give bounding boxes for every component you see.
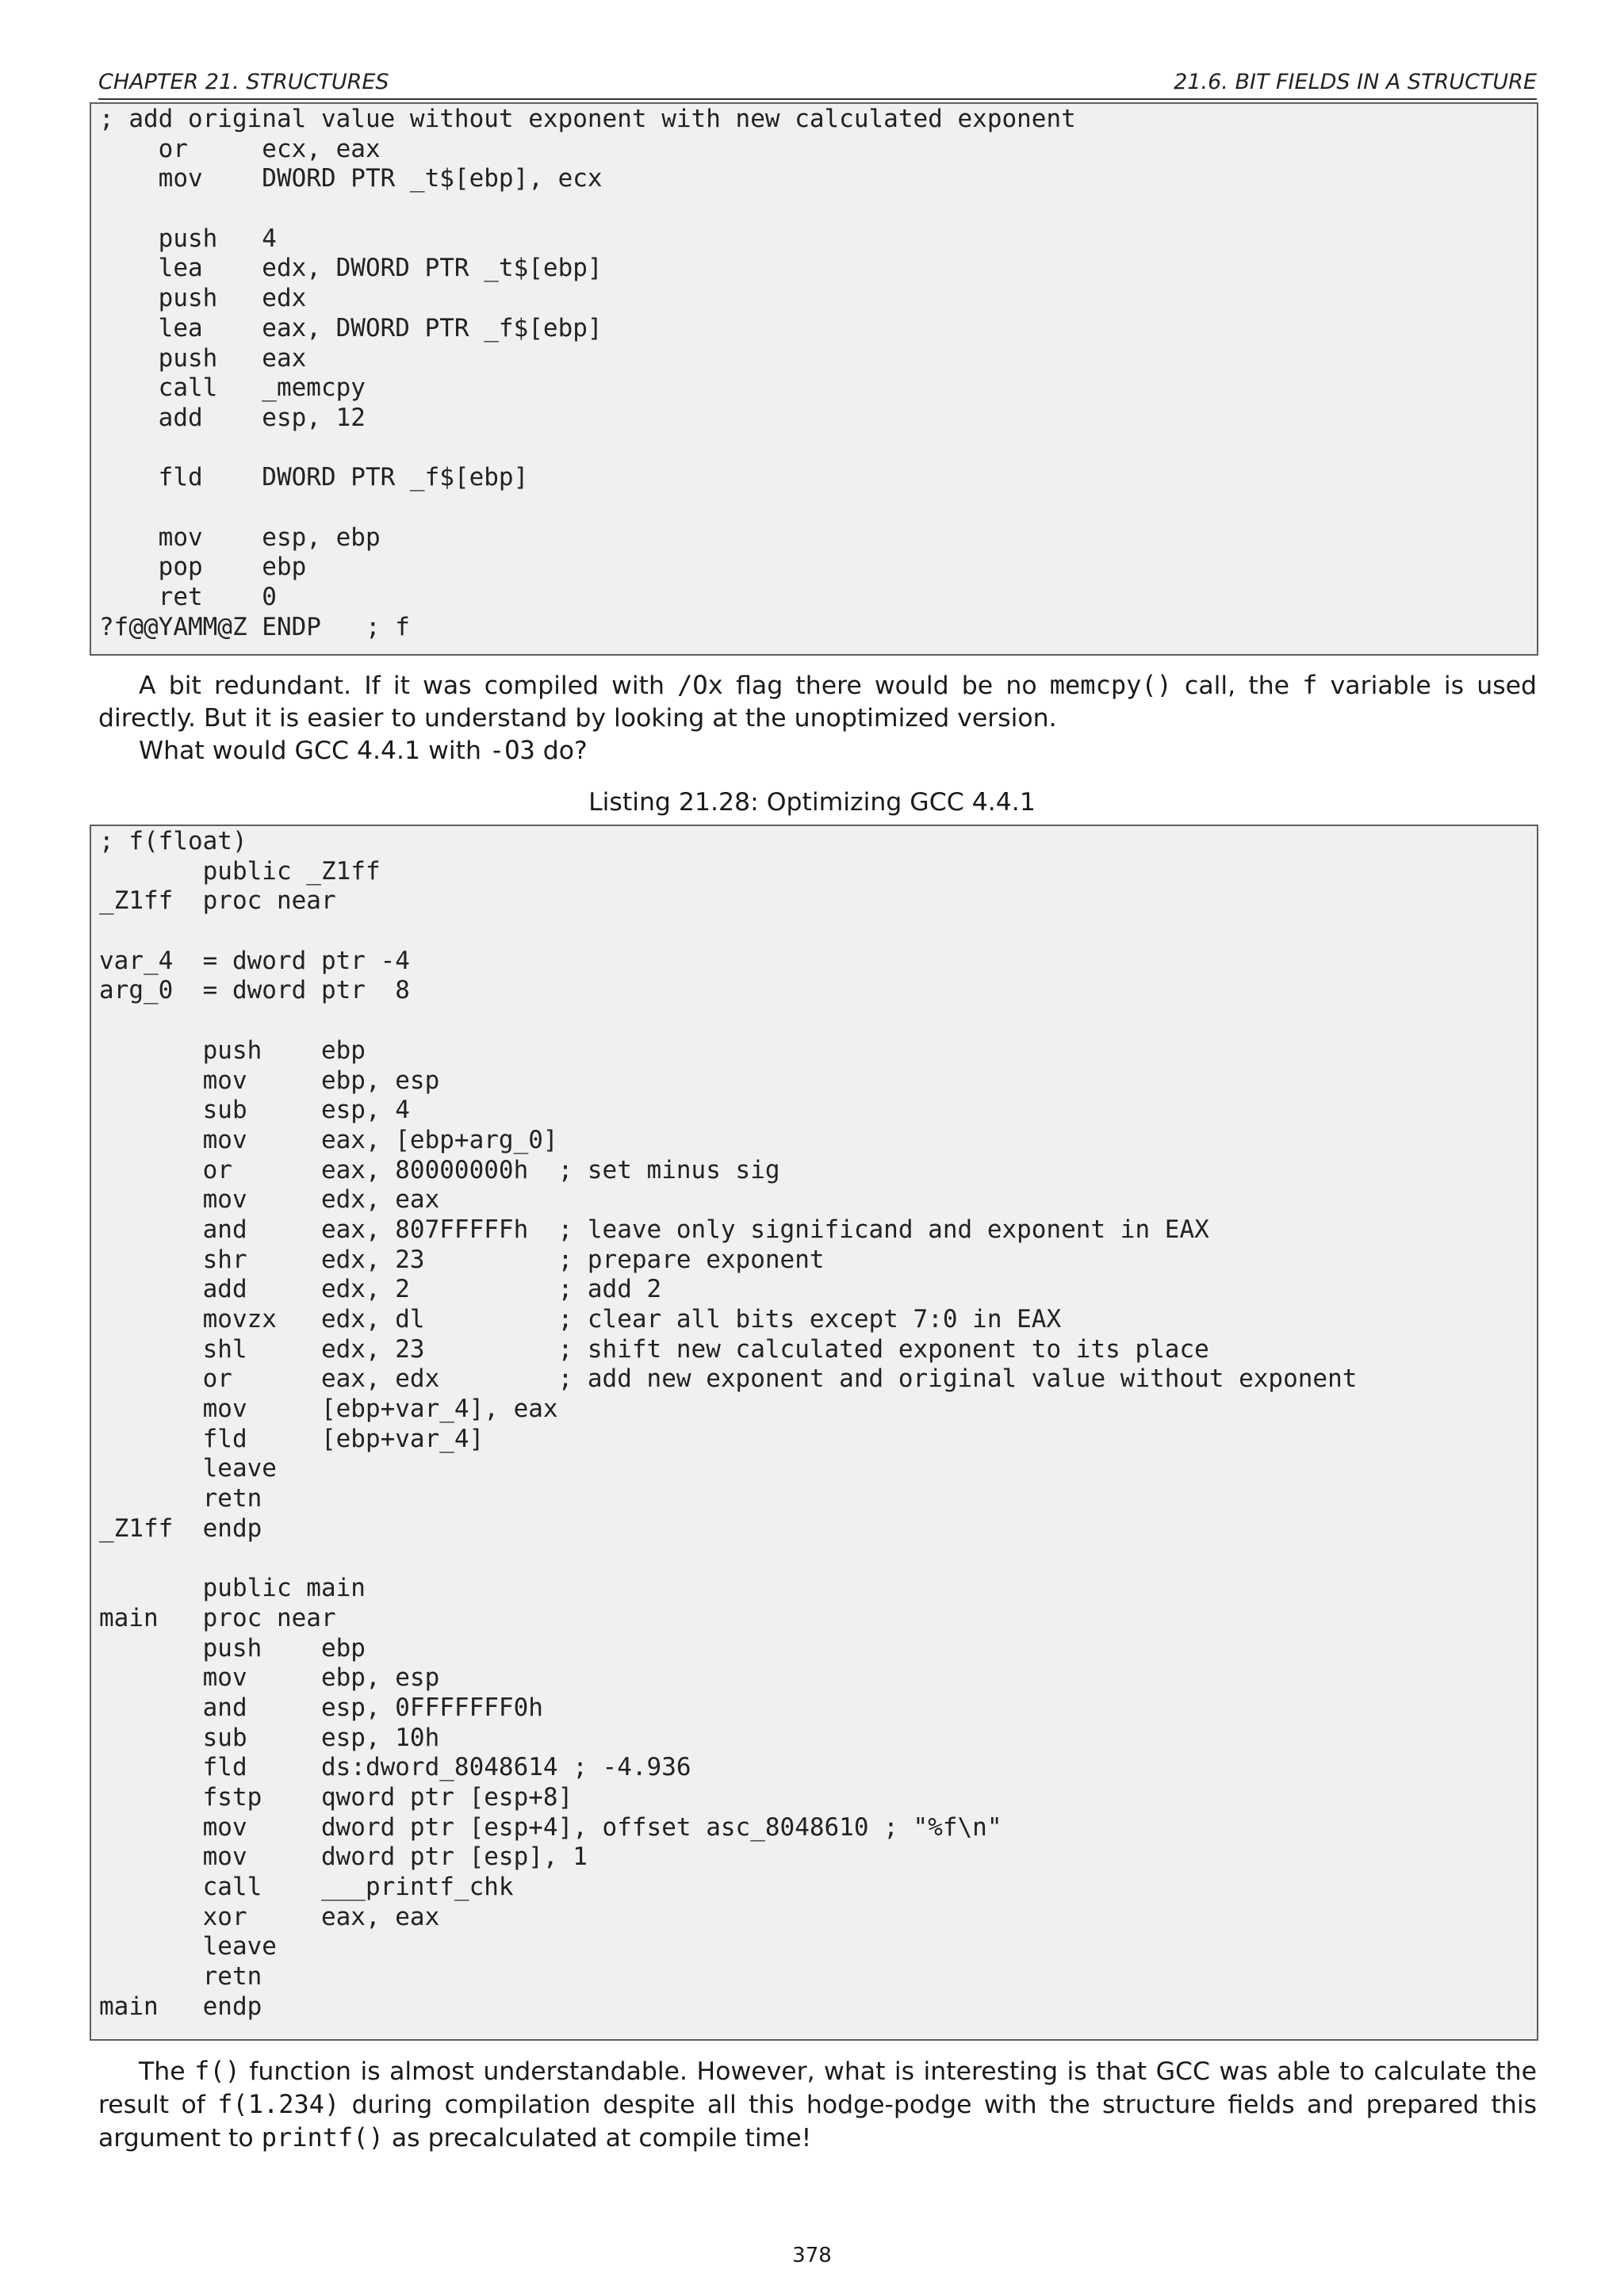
code-line: arg_0 = dword ptr 8: [99, 976, 410, 1005]
code-line: fld [ebp+var_4]: [99, 1424, 485, 1453]
code-line: ; add original value without exponent with new calculated exponent: [99, 105, 1076, 133]
code-line: [99, 194, 1537, 224]
code-line: fstp qword ptr [esp+8]: [99, 1783, 573, 1812]
code-line: ret 0: [99, 583, 277, 611]
code-line: mov esp, ebp: [99, 522, 381, 552]
header-section: 21.6. BIT FIELDS IN A STRUCTURE: [1174, 70, 1537, 94]
code-line: shr edx, 23 ; prepare exponent: [99, 1245, 825, 1274]
page-number: 378: [792, 2244, 832, 2267]
code-line: main endp: [99, 1992, 262, 2021]
code-line: push edx: [99, 284, 307, 313]
code-line: fld ds:dword_8048614 ; -4.936: [99, 1753, 691, 1782]
code-line: push ebp: [99, 1035, 366, 1065]
inline-code-f: f: [1302, 670, 1318, 700]
code-line: [99, 1544, 1537, 1575]
code-line: pop ebp: [99, 553, 307, 582]
code-line: var_4 = dword ptr -4: [99, 946, 410, 975]
code-line: and eax, 807FFFFFh ; leave only significand and exponent in EAX: [99, 1215, 1209, 1244]
code-line: public main: [99, 1574, 366, 1603]
inline-code-ox: /Ox: [677, 670, 723, 700]
code-line: xor eax, eax: [99, 1902, 440, 1931]
code-line: main proc near: [99, 1603, 336, 1632]
code-listing-gcc: [90, 825, 1538, 2041]
inline-code-f-1234: f(1.234): [217, 2089, 340, 2119]
code-line: ?f@@YAMM@Z ENDP ; f: [99, 612, 410, 641]
code-line: [99, 493, 1537, 523]
code-line: shl edx, 23 ; shift new calculated exponent to its place: [99, 1334, 1209, 1364]
code-line: [99, 1006, 1537, 1036]
listing-caption: Listing 21.28: Optimizing GCC 4.4.1: [588, 788, 1036, 817]
inline-code-memcpy: memcpy(): [1049, 670, 1172, 700]
code-line: mov DWORD PTR _t$[ebp], ecx: [99, 164, 603, 193]
code-line: lea edx, DWORD PTR _t$[ebp]: [99, 254, 603, 283]
code-line: push eax: [99, 343, 307, 373]
code-line: _Z1ff proc near: [99, 886, 336, 916]
code-line: mov dword ptr [esp], 1: [99, 1843, 588, 1872]
code-line: mov dword ptr [esp+4], offset asc_8048610 ; "%f\n": [99, 1812, 1002, 1842]
code-line: call _memcpy: [99, 373, 366, 403]
code-line: and esp, 0FFFFFFF0h: [99, 1693, 543, 1722]
running-header: [98, 68, 1537, 100]
code-line: leave: [99, 1932, 277, 1961]
code-line: mov ebp, esp: [99, 1066, 440, 1095]
code-line: public _Z1ff: [99, 856, 381, 886]
code-line: or eax, edx ; add new exponent and original value without exponent: [99, 1364, 1358, 1394]
code-line: lea eax, DWORD PTR _f$[ebp]: [99, 313, 603, 342]
header-chapter: CHAPTER 21. STRUCTURES: [98, 70, 389, 94]
code-line: [99, 434, 1537, 464]
code-line: mov ebp, esp: [99, 1663, 440, 1693]
code-line: mov [ebp+var_4], eax: [99, 1395, 558, 1424]
code-line: add esp, 12: [99, 403, 366, 432]
code-line: retn: [99, 1484, 262, 1513]
code-line: mov eax, [ebp+arg_0]: [99, 1125, 558, 1154]
code-listing-msvc: [90, 102, 1538, 656]
paragraph-redundant: A bit redundant. If it was compiled with /Ox flag there would be no memcpy() call, the f variable is used directly. But it is easier to understand by looking at the unoptimized version.: [98, 670, 1537, 733]
code-line: mov edx, eax: [99, 1185, 440, 1215]
code-line: [99, 916, 1537, 947]
paragraph-conclusion: The f() function is almost understandable. However, what is interesting is that GCC was able to calculate the result of f(1.234) during compilation despite all this hodge-podge with the structure fields and prepared this argument to printf() as precalculated at compile time!: [98, 2056, 1537, 2152]
code-line: leave: [99, 1454, 277, 1483]
code-line: ; f(float): [99, 827, 247, 855]
inline-code-printf: printf(): [261, 2122, 384, 2152]
code-line: add edx, 2 ; add 2: [99, 1275, 662, 1304]
inline-code-o3: -O3: [488, 735, 535, 765]
code-line: or ecx, eax: [99, 134, 381, 163]
code-line: call ___printf_chk: [99, 1873, 514, 1902]
code-line: sub esp, 4: [99, 1096, 410, 1125]
inline-code-f-call: f(): [194, 2056, 240, 2086]
paragraph-gcc-question: What would GCC 4.4.1 with -O3 do?: [139, 735, 588, 765]
code-line: movzx edx, dl ; clear all bits except 7:0 in EAX: [99, 1305, 1062, 1334]
code-line: or eax, 80000000h ; set minus sig: [99, 1155, 780, 1184]
code-line: _Z1ff endp: [99, 1513, 262, 1543]
code-line: push 4: [99, 224, 277, 253]
code-line: sub esp, 10h: [99, 1723, 440, 1752]
code-line: push ebp: [99, 1633, 366, 1663]
code-line: fld DWORD PTR _f$[ebp]: [99, 463, 529, 492]
code-line: retn: [99, 1962, 262, 1992]
